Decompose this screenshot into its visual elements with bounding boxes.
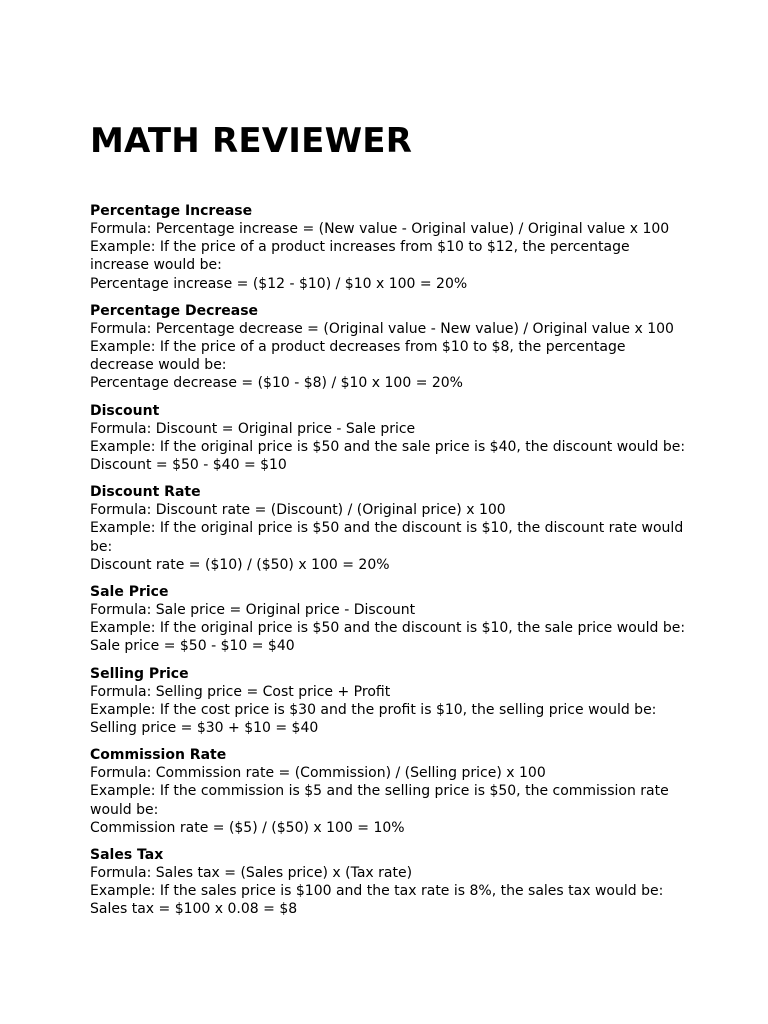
page-title: MATH REVIEWER (90, 121, 413, 161)
section-percentage-decrease (90, 302, 690, 393)
example-text: Example: If the original price is $50 and the discount is $10, the discount rate would be: (90, 520, 684, 555)
result-text: Commission rate = ($5) / ($50) x 100 = 10% (90, 819, 405, 836)
result-text: Discount = $50 - $40 = $10 (90, 457, 287, 474)
section-heading: Percentage Increase (90, 203, 253, 219)
result-text: Sale price = $50 - $10 = $40 (90, 638, 295, 655)
sections-list (90, 202, 690, 919)
section-heading: Percentage Decrease (90, 302, 259, 319)
section-sales-tax (90, 846, 690, 919)
example-text: Example: If the original price is $50 and the sale price is $40, the discount would be: (90, 438, 686, 455)
section-commission-rate (90, 746, 690, 837)
section-heading: Sales Tax (90, 847, 164, 864)
section-percentage-increase (90, 202, 690, 293)
example-text: Example: If the price of a product increases from $10 to $12, the percentage increase would be: (90, 239, 630, 274)
section-sale-price (90, 583, 690, 656)
section-heading: Commission Rate (90, 747, 227, 764)
formula-text: Formula: Sales tax = (Sales price) x (Tax rate) (90, 865, 413, 882)
result-text: Discount rate = ($10) / ($50) x 100 = 20% (90, 556, 390, 573)
result-text: Sales tax = $100 x 0.08 = $8 (90, 901, 298, 918)
section-selling-price (90, 665, 690, 738)
result-text: Percentage decrease = ($10 - $8) / $10 x 100 = 20% (90, 375, 463, 392)
formula-text: Formula: Sale price = Original price - Discount (90, 602, 416, 619)
section-heading: Sale Price (90, 584, 169, 601)
section-discount-rate (90, 483, 690, 574)
result-text: Percentage increase = ($12 - $10) / $10 x 100 = 20% (90, 275, 468, 292)
formula-text: Formula: Percentage decrease = (Original value - New value) / Original value x 100 (90, 320, 674, 337)
example-text: Example: If the sales price is $100 and the tax rate is 8%, the sales tax would be: (90, 883, 664, 900)
formula-text: Formula: Discount rate = (Discount) / (Original price) x 100 (90, 502, 506, 519)
section-heading: Discount (90, 402, 160, 419)
section-heading: Discount Rate (90, 484, 201, 501)
formula-text: Formula: Selling price = Cost price + Profit (90, 683, 391, 700)
example-text: Example: If the commission is $5 and the selling price is $50, the commission rate would be: (90, 783, 669, 818)
section-discount (90, 402, 690, 475)
section-heading: Selling Price (90, 665, 189, 682)
formula-text: Formula: Percentage increase = (New value - Original value) / Original value x 100 (90, 221, 670, 237)
result-text: Selling price = $30 + $10 = $40 (90, 720, 319, 737)
example-text: Example: If the price of a product decreases from $10 to $8, the percentage decrease would be: (90, 339, 626, 374)
example-text: Example: If the original price is $50 and the discount is $10, the sale price would be: (90, 620, 686, 637)
example-text: Example: If the cost price is $30 and the profit is $10, the selling price would be: (90, 701, 657, 718)
formula-text: Formula: Commission rate = (Commission) / (Selling price) x 100 (90, 765, 546, 782)
document-page (90, 118, 690, 928)
formula-text: Formula: Discount = Original price - Sale price (90, 420, 416, 437)
